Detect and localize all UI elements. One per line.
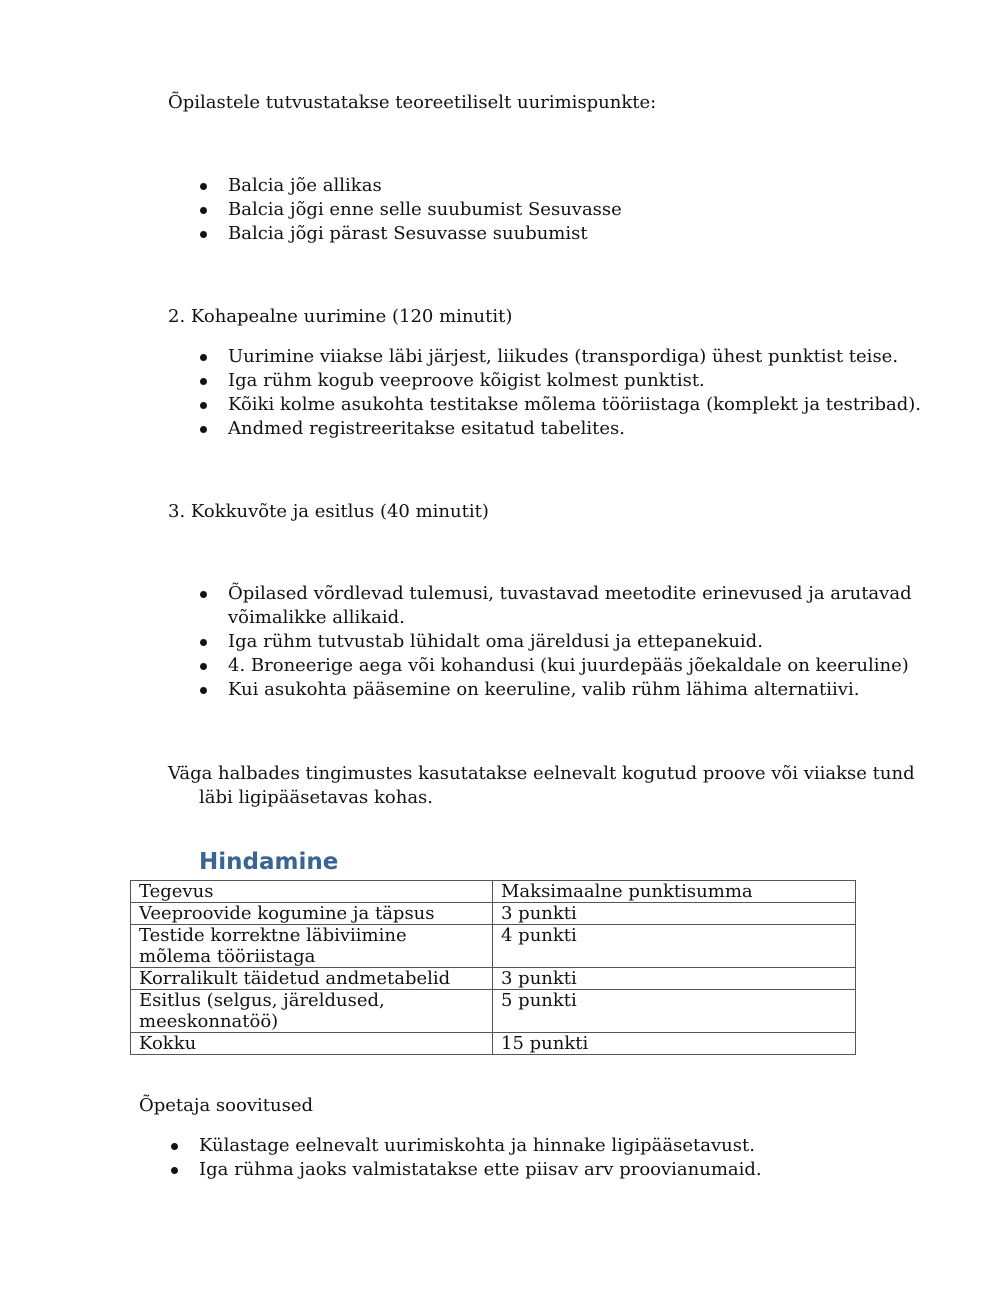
- weather-note-line-2: läbi ligipääsetavas kohas.: [199, 787, 434, 808]
- table-cell: 5 punkti: [493, 990, 856, 1033]
- bullet-icon: [200, 687, 207, 694]
- bullet-icon: [200, 639, 207, 646]
- table-cell: 3 punkti: [493, 903, 856, 925]
- list-item: Õpilased võrdlevad tulemusi, tuvastavad meetodite erinevused ja arutavad võimalikke allikaid.: [228, 582, 912, 630]
- table-row: [131, 903, 856, 925]
- table-cell: Kokku: [131, 1033, 493, 1055]
- bullet-icon: [171, 1143, 178, 1150]
- table-row: [131, 925, 856, 968]
- grading-heading: Hindamine: [199, 849, 339, 875]
- table-header-cell: Tegevus: [131, 881, 493, 903]
- table-cell: 3 punkti: [493, 968, 856, 990]
- table-cell: Esitlus (selgus, järeldused, meeskonnatöö): [131, 990, 493, 1033]
- list-item: Iga rühm kogub veeproove kõigist kolmest punktist.: [228, 369, 921, 393]
- section-2-title: 2. Kohapealne uurimine (120 minutit): [168, 306, 513, 327]
- grading-table: [130, 880, 856, 1055]
- bullet-icon: [200, 378, 207, 385]
- table-cell: 15 punkti: [493, 1033, 856, 1055]
- list-item: Kõiki kolme asukohta testitakse mõlema tööriistaga (komplekt ja testribad).: [228, 393, 921, 417]
- teacher-recommendations-list: [199, 1134, 762, 1182]
- weather-note-line-1: Väga halbades tingimustes kasutatakse eelnevalt kogutud proove või viiakse tund: [168, 763, 915, 784]
- list-item: Balcia jõgi enne selle suubumist Sesuvasse: [228, 198, 622, 222]
- section-3-list: [228, 582, 912, 702]
- list-item: Andmed registreeritakse esitatud tabelites.: [228, 417, 921, 441]
- table-cell: Veeproovide kogumine ja täpsus: [131, 903, 493, 925]
- table-row: [131, 1033, 856, 1055]
- table-row: [131, 968, 856, 990]
- table-header-cell: Maksimaalne punktisumma: [493, 881, 856, 903]
- list-item: Uurimine viiakse läbi järjest, liikudes (transpordiga) ühest punktist teise.: [228, 345, 921, 369]
- table-header-row: [131, 881, 856, 903]
- bullet-icon: [200, 402, 207, 409]
- bullet-icon: [200, 183, 207, 190]
- bullet-icon: [200, 231, 207, 238]
- list-item: Balcia jõgi pärast Sesuvasse suubumist: [228, 222, 622, 246]
- list-item: Iga rühm tutvustab lühidalt oma järeldusi ja ettepanekuid.: [228, 630, 912, 654]
- table-cell: Korralikult täidetud andmetabelid: [131, 968, 493, 990]
- bullet-icon: [171, 1167, 178, 1174]
- list-item: Balcia jõe allikas: [228, 174, 622, 198]
- table-cell: 4 punkti: [493, 925, 856, 968]
- teacher-recommendations-title: Õpetaja soovitused: [139, 1095, 314, 1116]
- section-3-title: 3. Kokkuvõte ja esitlus (40 minutit): [168, 501, 489, 522]
- bullet-icon: [200, 663, 207, 670]
- table-cell: Testide korrektne läbiviimine mõlema tööriistaga: [131, 925, 493, 968]
- bullet-icon: [200, 354, 207, 361]
- section-2-list: [228, 345, 921, 441]
- bullet-icon: [200, 426, 207, 433]
- list-item: Kui asukohta pääsemine on keeruline, valib rühm lähima alternatiivi.: [228, 678, 912, 702]
- table-row: [131, 990, 856, 1033]
- bullet-icon: [200, 591, 207, 598]
- list-item: Iga rühma jaoks valmistatakse ette piisav arv proovianumaid.: [199, 1158, 762, 1182]
- research-points-list: [228, 174, 622, 246]
- bullet-icon: [200, 207, 207, 214]
- intro-text: Õpilastele tutvustatakse teoreetiliselt uurimispunkte:: [168, 92, 657, 113]
- list-item: Külastage eelnevalt uurimiskohta ja hinnake ligipääsetavust.: [199, 1134, 762, 1158]
- list-item: 4. Broneerige aega või kohandusi (kui juurdepääs jõekaldale on keeruline): [228, 654, 912, 678]
